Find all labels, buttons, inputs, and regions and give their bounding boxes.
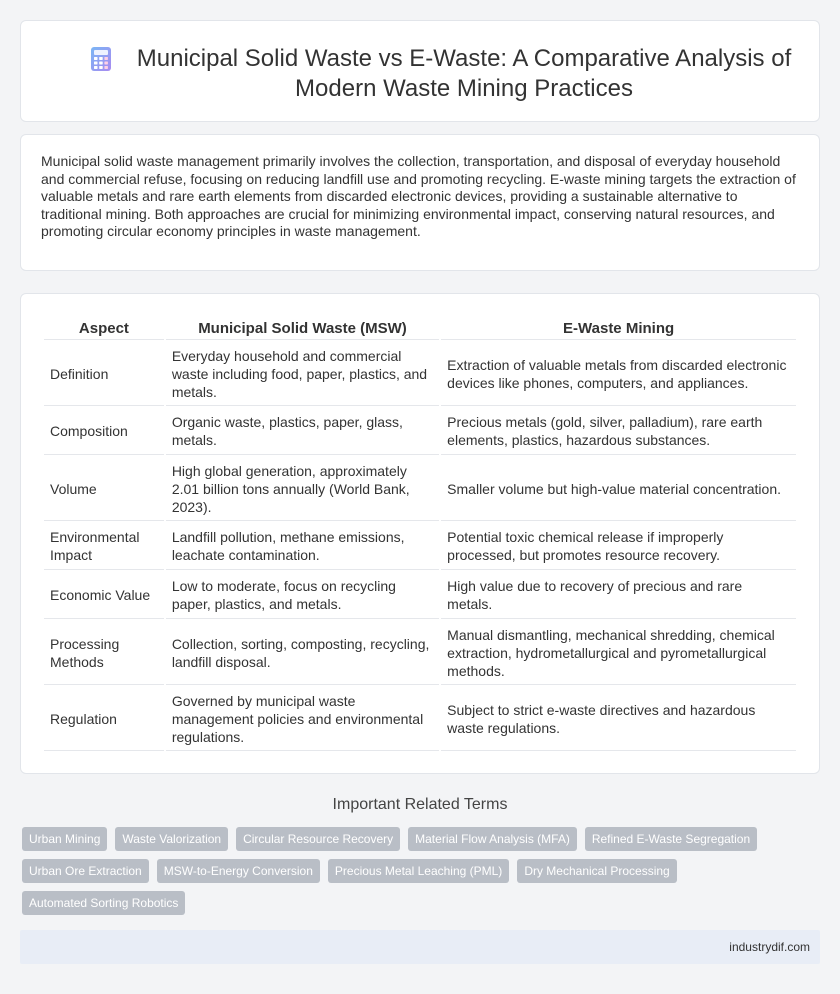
term-tag[interactable]: Circular Resource Recovery [236,827,400,851]
aspect-cell: Definition [44,342,164,406]
ewaste-cell: Extraction of valuable metals from discarded electronic devices like phones, computers, and appliances. [441,342,796,406]
page-title: Municipal Solid Waste vs E-Waste: A Comparative Analysis of Modern Waste Mining Practices [136,45,792,102]
table-row [44,408,796,455]
intro-card [20,134,820,271]
msw-cell: Landfill pollution, methane emissions, leachate contamination. [166,523,439,570]
table-row [44,342,796,406]
msw-cell: Low to moderate, focus on recycling paper, plastics, and metals. [166,572,439,619]
msw-cell: Organic waste, plastics, paper, glass, metals. [166,408,439,455]
ewaste-cell: Potential toxic chemical release if improperly processed, but promotes resource recovery. [441,523,796,570]
aspect-cell: Volume [44,457,164,521]
comparison-table-card [20,293,820,774]
msw-cell: Collection, sorting, composting, recycling, landfill disposal. [166,621,439,685]
header-card [20,20,820,122]
term-tag[interactable]: Waste Valorization [115,827,228,851]
msw-cell: Everyday household and commercial waste including food, paper, plastics, and metals. [166,342,439,406]
term-tag[interactable]: Material Flow Analysis (MFA) [408,827,577,851]
header-msw: Municipal Solid Waste (MSW) [166,316,439,340]
term-tag[interactable]: MSW-to-Energy Conversion [157,859,320,883]
term-tag[interactable]: Automated Sorting Robotics [22,891,185,915]
table-row [44,572,796,619]
header-aspect: Aspect [44,316,164,340]
table-row [44,621,796,685]
table-row [44,523,796,570]
ewaste-cell: Smaller volume but high-value material concentration. [441,457,796,521]
table-row [44,687,796,751]
footer [20,930,820,964]
calculator-icon [88,46,114,72]
term-tag[interactable]: Precious Metal Leaching (PML) [328,859,509,883]
term-tag[interactable]: Urban Ore Extraction [22,859,149,883]
intro-paragraph: Municipal solid waste management primarily involves the collection, transportation, and disposal of everyday household and commercial refuse, focusing on reducing landfill use and promoting recycling. E-waste mining targets the extraction of valuable metals and rare earth elements from discarded electronic devices, providing a sustainable alternative to traditional mining. Both approaches are crucial for minimizing environmental impact, conserving natural resources, and promoting circular economy principles in waste management. [41,153,796,240]
title-row [71,44,811,104]
related-terms-title: Important Related Terms [332,796,508,813]
aspect-cell: Composition [44,408,164,455]
related-terms-list [22,827,818,923]
term-tag[interactable]: Dry Mechanical Processing [517,859,676,883]
table-header-row [44,316,796,340]
term-tag[interactable]: Refined E-Waste Segregation [585,827,757,851]
term-tag[interactable]: Urban Mining [22,827,107,851]
header-ewaste: E-Waste Mining [441,316,796,340]
msw-cell: High global generation, approximately 2.01 billion tons annually (World Bank, 2023). [166,457,439,521]
aspect-cell: Processing Methods [44,621,164,685]
aspect-cell: Economic Value [44,572,164,619]
aspect-cell: Environmental Impact [44,523,164,570]
ewaste-cell: High value due to recovery of precious and rare metals. [441,572,796,619]
footer-site-link[interactable]: industrydif.com [729,940,810,954]
ewaste-cell: Manual dismantling, mechanical shredding, chemical extraction, hydrometallurgical and pyrometallurgical methods. [441,621,796,685]
msw-cell: Governed by municipal waste management policies and environmental regulations. [166,687,439,751]
ewaste-cell: Subject to strict e-waste directives and hazardous waste regulations. [441,687,796,751]
ewaste-cell: Precious metals (gold, silver, palladium), rare earth elements, plastics, hazardous substances. [441,408,796,455]
aspect-cell: Regulation [44,687,164,751]
comparison-table [42,314,798,753]
table-row [44,457,796,521]
